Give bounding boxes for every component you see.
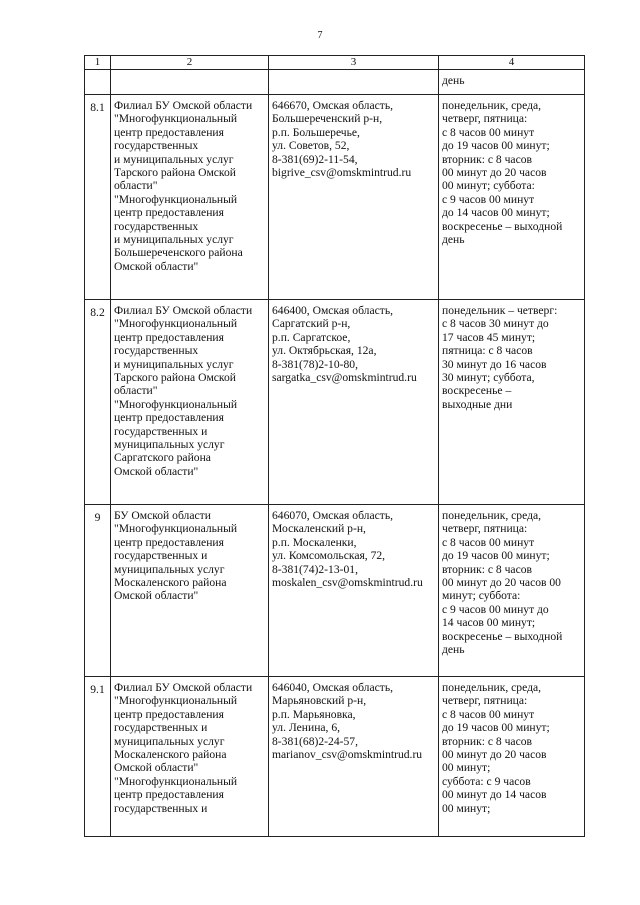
row-address: 646070, Омская область, Москаленский р-н, р.п. Москаленки, ул. Комсомольская, 72, 8-381(74)2-13-01, moskalen_csv@omskmintrud.ru [269, 505, 439, 677]
row-number: 9 [85, 505, 111, 677]
row-address: 646670, Омская область, Большереченский р-н, р.п. Большеречье, ул. Советов, 52, 8-381(69)2-11-54, bigrive_csv@omskmintrud.ru [269, 95, 439, 300]
row-address: 646040, Омская область, Марьяновский р-н, р.п. Марьяновка, ул. Ленина, 6, 8-381(68)2-24-57, marianov_csv@omskmintrud.ru [269, 677, 439, 837]
row-name: Филиал БУ Омской области "Многофункциональный центр предоставления государственных и муниципальных услуг Тарского района Омской области" "Многофункциональный центр предоставления государственных и муниципальных услуг Большереченского района Омской области" [111, 95, 269, 300]
page-number: 7 [317, 30, 323, 41]
row-number: 8.2 [85, 300, 111, 505]
service-centers-table [84, 55, 585, 837]
row-hours: понедельник, среда, четверг, пятница: с 8 часов 00 минут до 19 часов 00 минут; вторник: с 8 часов 00 минут до 20 часов 00 минут; суббота: с 9 часов 00 минут до 14 часов 00 минут; воскресенье – выходной день [439, 95, 585, 300]
header-cell-3: 3 [269, 56, 439, 70]
row-address: 646400, Омская область, Саргатский р-н, р.п. Саргатское, ул. Октябрьская, 12а, 8-381(78)2-10-80, sargatka_csv@omskmintrud.ru [269, 300, 439, 505]
header-cell-4: 4 [439, 56, 585, 70]
row-number: 9.1 [85, 677, 111, 837]
table-row [85, 505, 585, 677]
header-cell-2: 2 [111, 56, 269, 70]
table-row [85, 677, 585, 837]
row-number: 8.1 [85, 95, 111, 300]
continuation-hours: день [439, 70, 585, 95]
continuation-row [85, 70, 585, 95]
row-name: БУ Омской области "Многофункциональный центр предоставления государственных и муниципальных услуг Москаленского района Омской области" [111, 505, 269, 677]
row-hours: понедельник, среда, четверг, пятница: с 8 часов 00 минут до 19 часов 00 минут; вторник: с 8 часов 00 минут до 20 часов 00 минут; суббота: с 9 часов 00 минут до 14 часов 00 минут; [439, 677, 585, 837]
row-name: Филиал БУ Омской области "Многофункциональный центр предоставления государственных и муниципальных услуг Москаленского района Омской области" "Многофункциональный центр предоставления государственных и [111, 677, 269, 837]
row-hours: понедельник – четверг: с 8 часов 30 минут до 17 часов 45 минут; пятница: с 8 часов 30 минут до 16 часов 30 минут; суббота, воскресенье – выходные дни [439, 300, 585, 505]
table-header-row [85, 56, 585, 70]
row-name: Филиал БУ Омской области "Многофункциональный центр предоставления государственных и муниципальных услуг Тарского района Омской области" "Многофункциональный центр предоставления государственных и муниципальных услуг Саргатского района Омской области" [111, 300, 269, 505]
table-row [85, 300, 585, 505]
row-hours: понедельник, среда, четверг, пятница: с 8 часов 00 минут до 19 часов 00 минут; вторник: с 8 часов 00 минут до 20 часов 00 минут; суббота: с 9 часов 00 минут до 14 часов 00 минут; воскресенье – выходной день [439, 505, 585, 677]
table-row [85, 95, 585, 300]
header-cell-1: 1 [85, 56, 111, 70]
